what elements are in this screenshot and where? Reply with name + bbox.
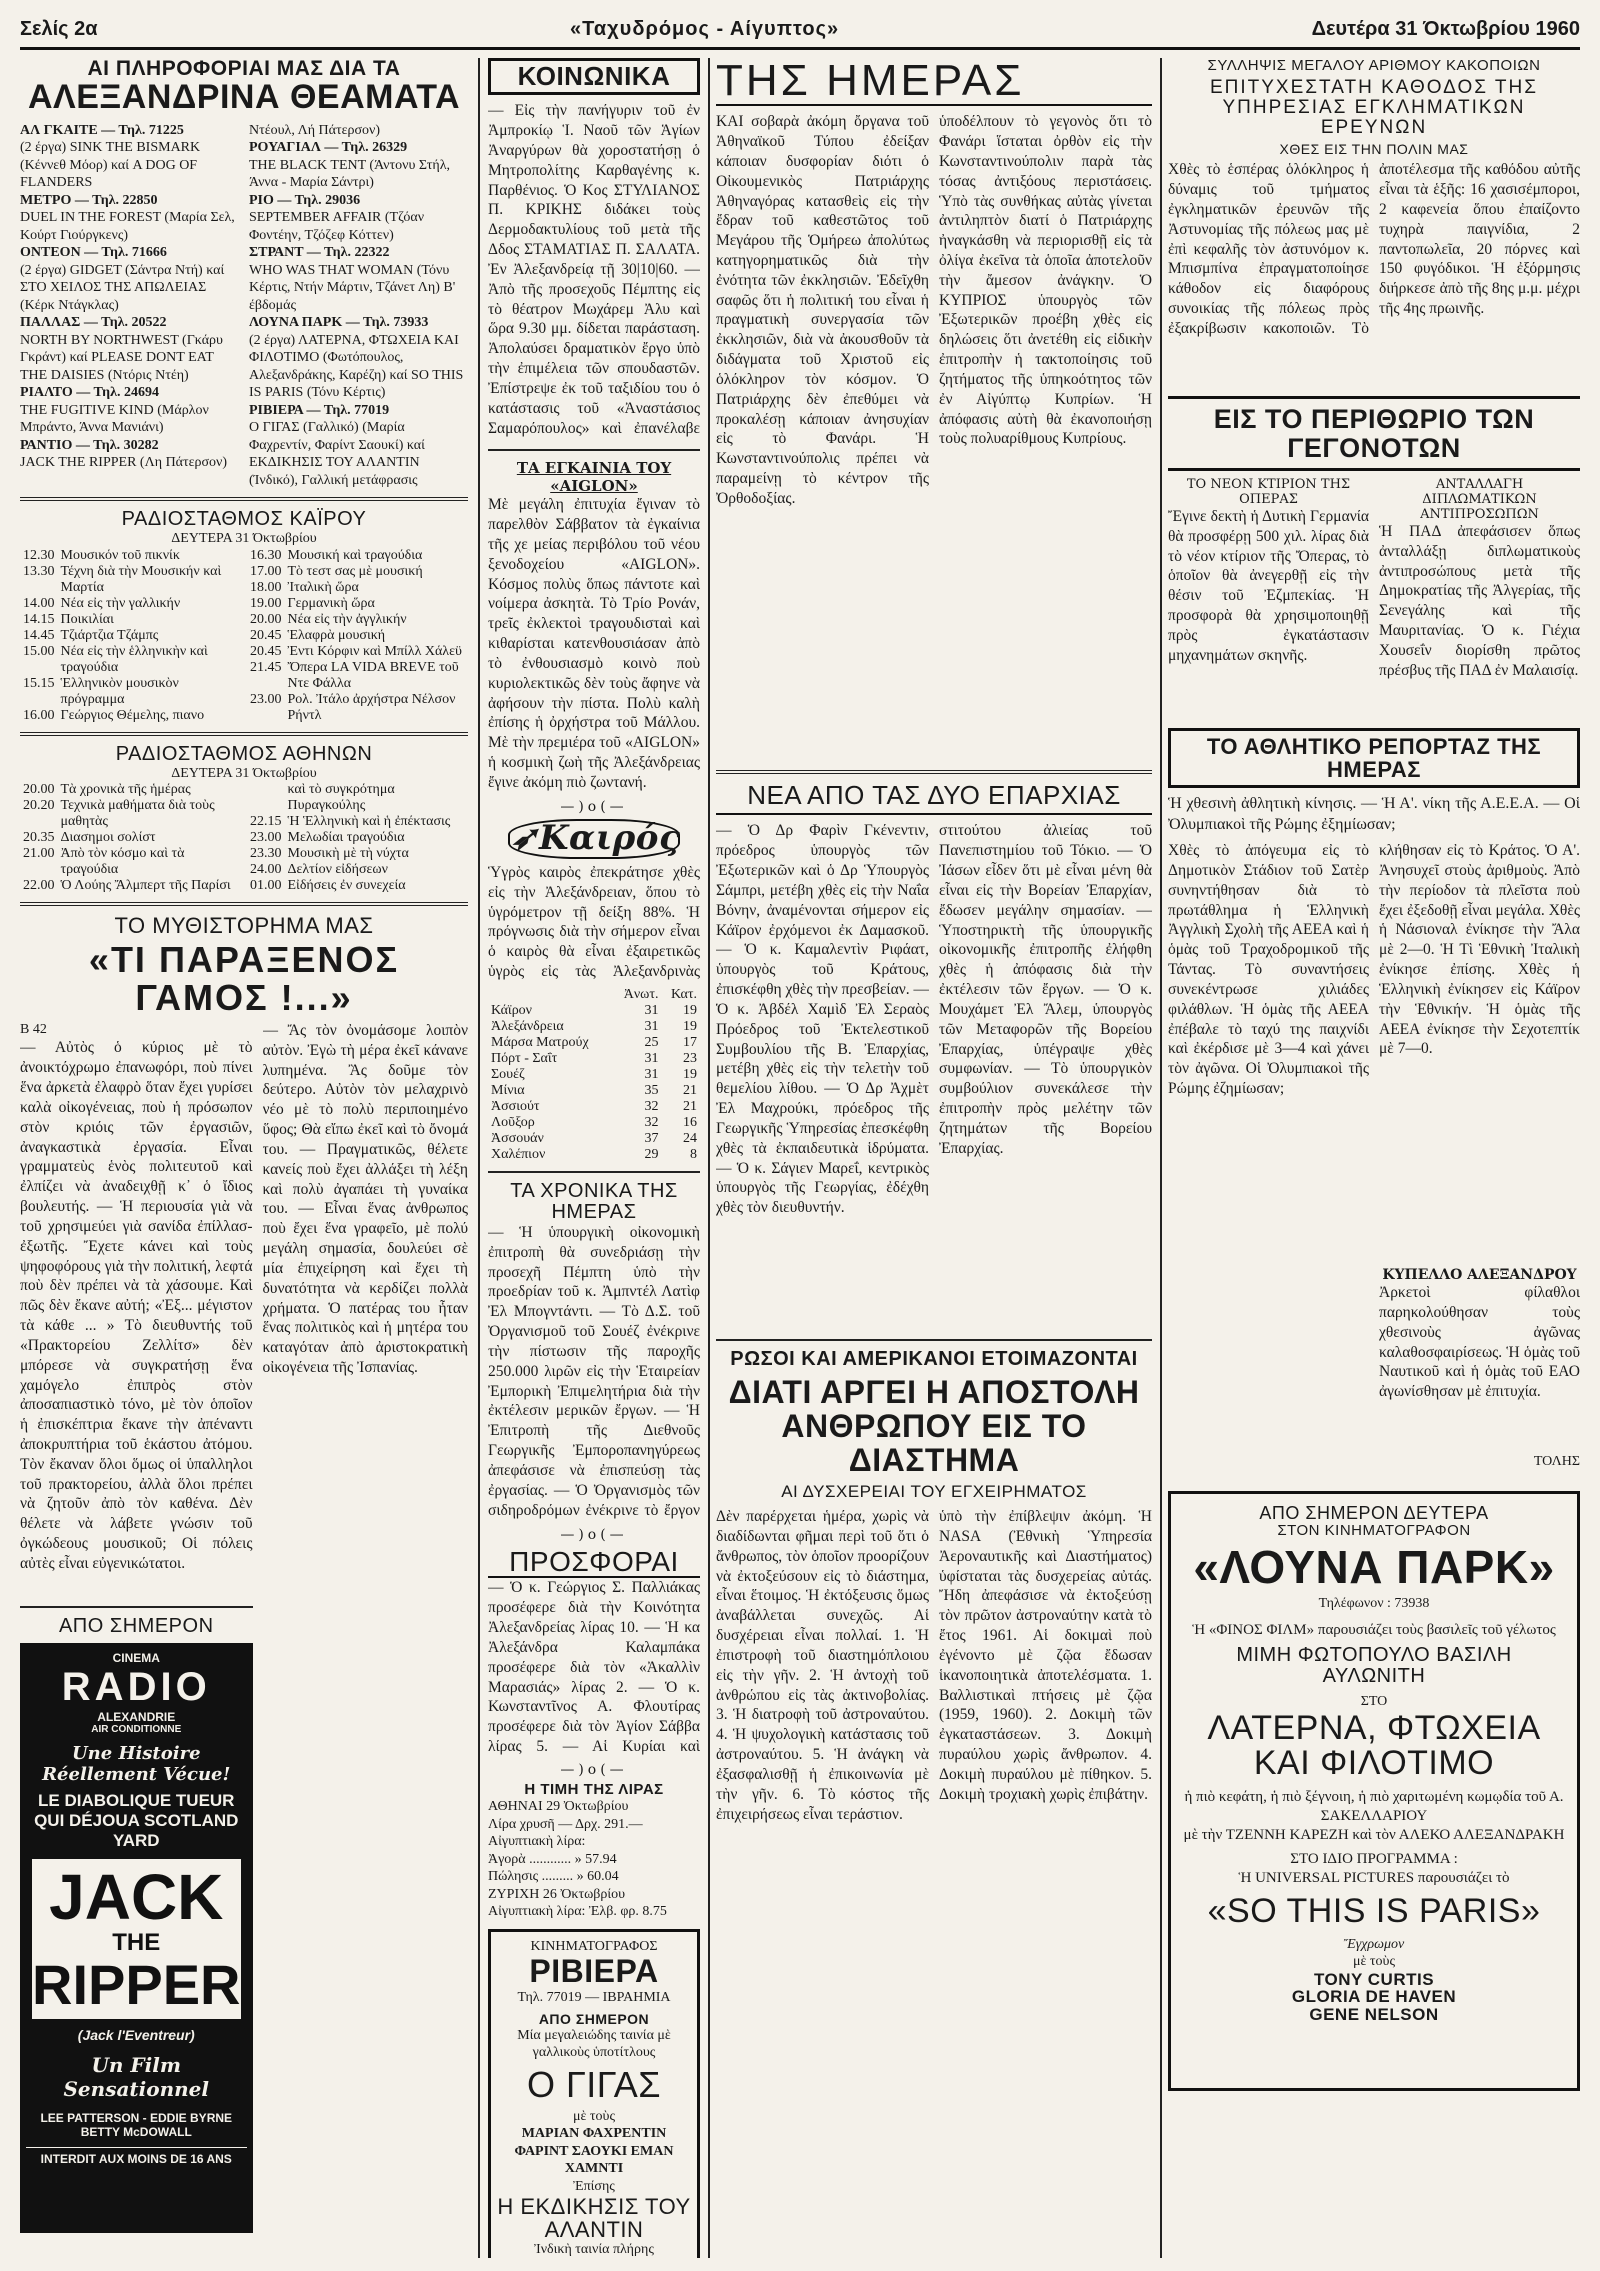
schedule-time: 01.00 — [250, 878, 282, 894]
schedule-item: Γερμανικὴ ὥρα — [287, 595, 375, 611]
cinema-entry: Ντέουλ, Λή Πάτερσον) — [249, 122, 381, 138]
schedule-item: Δελτίον εἰδήσεων — [287, 862, 388, 878]
schedule-item: καὶ τὸ συγκρότημα Πυραγκούλης — [287, 782, 395, 814]
schedule-time: 20.00 — [23, 782, 55, 798]
schedule-time: 21.45 — [250, 659, 282, 675]
luna-film-3: «SO THIS IS PARIS» — [1207, 1891, 1541, 1930]
opera-text: Ἔγινε δεκτὴ ἡ Δυτικὴ Γερμανία θὰ προσφέρῃ 500 χιλ. λίρας διὰ τὸ νέον κτίριον τῆς Ὄπερας, τὸ ὁποῖον θὰ ἀνεγερθῇ εἰς τὴν θέσιν τοῦ Ἐζμπεκίας. Ἡ προσφορὰ θὰ χρησιμοποιηθῇ πρὸς ἐγκατάστασιν μηχανημάτων σκηνῆς. — [1168, 507, 1369, 664]
schedule-row — [247, 644, 468, 660]
poster-big-1: JACK — [49, 1861, 224, 1934]
space-text-b: ὑπὸ τὴν ἐπίβλεψιν ἀκόμη. Ἡ NASA (Ἐθνικὴ Ὑπηρεσία Ἀεροναυτικῆς καὶ Διαστήματος) ὑφίσταται τὰς δυσχερείας αὐτάς. Ἤδη ἀπεφάσισε νὰ ἐκτοξεύσῃ τὸν πρῶτον ἀστροναύτην κατὰ τὸ ἔτος 1961. Αἱ δοκιμαὶ ποὺ ἐγένοντο μὲ ζῷα ἔδωσαν ἱκανοποιητικὰ ἀποτελέσματα. 1. Βαλλιστικαὶ πτήσεις μὲ ζῷα (1959, 1960). 2. Δοκιμὴ τῶν ἐγκαταστάσεων. 3. Δοκιμὴ πυραύλου χωρὶς ἄνθρωπον. 4. Δοκιμὴ πυραύλου μὲ πίθηκον. 5. Δοκιμὴ τροχιακὴ χωρὶς ἐπιβάτην. — [939, 1508, 1152, 1803]
cinema-entry: ΠΑΛΛΑΣ — Τηλ. 20522 — [20, 315, 167, 331]
city-name: Κάϊρον — [491, 1002, 533, 1018]
riviera-also: Ἐπίσης — [573, 2178, 615, 2194]
schedule-item: Ἀπὸ τὸν κόσμο καὶ τὰ τραγούδια — [60, 846, 185, 878]
luna-name: «ΛΟΥΝΑ ΠΑΡΚ» — [1193, 1540, 1555, 1593]
novel-text-b: — Ἄς τὸν ὀνομάσομε λοιπὸν αὐτὸν. Ἐγὼ τὴ μέρα ἐκεῖ κάνανε λυπημένα. Ἂς δοῦμε τὸν δεύτερο. Αὐτὸν τὸν μελαχρινὸ νέο μὲ τὸ πολὺ περιποιημένο ὕφος; Θὰ εἴπω ἐκεῖ καὶ τὸ ὄνομά του. — Πραγματικῶς, θέλετε κανείς ποὺ ἔχει ἀλλάξει τὴ λέξη καὶ πολὺ ἀγαπάει τὴ γυναίκα του. — Εἶναι ἕνας ἀνθρωπος ποὺ ἔχει ἕνα γραφεῖο, μὲ πολύ μεγάλη σημασία, δουλεύει σὲ μία ἐπιχείρηση καὶ ἔχει τὴ δυνατότητα νὰ κερδίζει πολλὰ χρήματα. Ὁ πατέρας του ἦταν ἕνας πολιτικὸς καὶ ἡ μητέρα του καταγόταν ἀπὸ ἀριστοκρατικὴ οἰκογένεια τῆς Ἰσπανίας. — [262, 1021, 468, 1376]
poster-big-3: RIPPER — [32, 1953, 241, 2017]
arrest-text: Χθὲς τὸ ἑσπέρας ὁλόκληρος ἡ δύναμις τοῦ τμήματος ἐγκληματικῶν ἐρευνῶν τῆς Ἀστυνομίας τῆς πόλεως μας μὲ ἐπὶ κεφαλῆς τὸν ἀστυνόμον κ. Μπισμπίνα ἐπραγματοποίησε κάθοδον εἰς διαφόρους συνοικίας τῆς πόλεως πρὸς ἐξακρίβωσιν κακοποιῶν. Τὸ ἀποτέλεσμα τῆς καθόδου αὐτῆς εἶναι τὰ ἑξῆς: 16 χασισέμποροι, 2 καφενεία ὅπου ἐπαίζοντο τυχηρὰ παιγνίδια, 2 παντοπωλεῖα, 20 πόρνες καὶ 150 φυγόδικοι. Ἡ ἐξόρμησις διήρκεσε ἀπὸ τῆς 8ης μ.μ. μέχρι τῆς 4ης πρωινῆς. — [1168, 161, 1580, 337]
poster-age-ban: INTERDIT AUX MOINS DE 16 ANS — [26, 2147, 247, 2166]
lira-line: ΑΘΗΝΑΙ 29 Ὀκτωβρίου — [488, 1799, 629, 1815]
day-heading: ΤΗΣ ΗΜΕΡΑΣ — [716, 58, 1152, 106]
schedule-item: Γεώργιος Θέμελης, πιανο — [60, 707, 205, 723]
periphery-body — [1168, 477, 1580, 722]
schedule-item: Νέα εἰς τὴν ἀγγλικήν — [287, 611, 407, 627]
luna-cast: TONY CURTIS GLORIA DE HAVEN GENE NELSON — [1291, 1969, 1457, 2025]
prosfora-heading: ΠΡΟΣΦΟΡΑΙ — [488, 1547, 700, 1578]
schedule-item: Μουσική καὶ τραγούδια — [287, 547, 423, 563]
temperature-value: 25 — [644, 1034, 659, 1050]
city-name: Χαλέπιον — [491, 1146, 546, 1162]
temperature-value: 19 — [683, 1066, 697, 1082]
temperature-value: 31 — [644, 1050, 659, 1066]
koinonika-text: — Εἰς τὴν πανήγυριν τοῦ ἐν Ἀμπροκίῳ Ἱ. Ναοῦ τῶν Ἁγίων Ἀναργύρων θὰ χοροστατήσῃ ὁ Μητροπολίτης Καρθαγένης κ. Παρθένιος. Ὁ Κος ΣΤΥΛΙΑΝΟΣ Π. ΚΡΙΚΗΣ διδάκει τοὺς Δερμοδακτυλίους τοῦ μετὰ τῆς Δδος ΣΤΑΜΑΤΙΑΣ Π. ΣΑΛΑΤΑ. Ἐν Ἀλεξανδρείᾳ τῇ 30|10|60. — Ἀπὸ τῆς προσεχοῦς Πέμπτης εἰς τὸ θέατρον Μωχάρεμ Ἀλυ καὶ ὥρα 9.30 μμ. δίδεται παράσταση. Ἀπολαύσει δραματικὸν ἔργο ὑπὸ τὴν ἐπιμέλεια τῶν σπουδαστῶν. Ἐπίστρεψε ἐκ τοῦ ταξιδίου του ὁ κατάστασις τοῦ «Ἀναστάσιος Σαμαρόπουλος» καὶ ἐπανέλαβε — [488, 102, 700, 437]
schedule-item: Ἑλαφρὰ μουσική — [287, 627, 386, 643]
schedule-row — [247, 596, 468, 612]
schedule-row — [247, 782, 468, 814]
column-3 — [716, 58, 1152, 2258]
temperature-value: 29 — [644, 1146, 659, 1162]
luna-with: μὲ τὴν ΤΖΕΝΝΗ ΚΑΡΕΖΗ καὶ τὸν ΑΛΕΚΟ ΑΛΕΞΑΝΔΡΑΚΗ — [1183, 1826, 1565, 1843]
cup-signature: ΤΟΛΗΣ — [1533, 1454, 1580, 1470]
luna-at: ΣΤΟΝ ΚΙΝΗΜΑΤΟΓΡΑΦΟΝ — [1277, 1521, 1471, 1539]
schedule-item: Ὄπερα LA VIDA BREVE τοῦ Ντε Φάλλα — [287, 659, 459, 691]
schedule-item: Νέα εἰς τὴν γαλλικήν — [60, 595, 181, 611]
lira-line: Ἀγορὰ ............ » 57.94 — [488, 1851, 617, 1867]
provinces-text-b: στιτούτου ἀλιείας τοῦ Πανεπιστημίου τοῦ Τόκιο. — Ὁ Ἰάσων εἶδεν ὅτι μὲ εἶναι μένη θὰ εἶναι εἰς τὴν Βορείαν Ἐπαρχίαν, ἔδωσεν μεγάλην σημασίαν. — Ὑποστηρικτὴ τῆς ὑπουργικῆς οἰκονομικῆς ἐπιτροπῆς ἐλήφθη χθὲς ἡ ἀπόφασις διὰ τὴν ἐκτέλεσιν τῶν ἔργων. — Ὁ κ. Μουχάμετ Ἐλ Ἄλεμ, ὑπουργὸς τῶν Μεταφορῶν τῆς Βορείου Ἐπαρχίας, ὑπέγραψε χθὲς συμφωνίαν. — Τὸ ὑπουργικὸν συμβούλιον συνεκάλεσε τὴν ἐπιτροπὴν πρὸς μελέτην τῶν ζητημάτων τῆς Βορείου Ἐπαρχίας. — [939, 822, 1152, 1157]
cinema-list-left — [20, 122, 239, 490]
schedule-row — [20, 676, 241, 708]
poster-french-title: (Jack l'Eventreur) — [77, 2027, 195, 2044]
lira-line: Αἰγυπτιακὴ λίρα: Ἐλβ. φρ. 8.75 — [488, 1904, 667, 1920]
radio-cairo-date: ΔΕΥΤΕΡΑ 31 Όκτωβρίου — [171, 531, 317, 547]
column-2: ΚΟΙΝΩΝΙΚΑ — Εἰς τὴν πανήγυριν τοῦ ἐν Ἀμπροκίῳ Ἱ. Ναοῦ τῶν Ἁγίων Ἀναργύρων θὰ χοροστατήσῃ ὁ Μητροπολίτης Καρθαγένης κ. Παρθένιος. Ὁ Κος ΣΤΥΛΙΑΝΟΣ Π. ΚΡΙΚΗΣ διδάκει τοὺς Δερμοδακτυλίους τοῦ μετὰ τῆς Δδος ΣΤΑΜΑΤΙΑΣ Π. ΣΑΛΑΤΑ. Ἐν Ἀλεξανδρείᾳ τῇ 30|10|60. — Ἀπὸ τῆς προσεχοῦς Πέμπτης εἰς τὸ θέατρον Μωχάρεμ Ἀλυ καὶ ὥρα 9.30 μμ. δίδεται παράσταση. Ἀπολαύσει δραματικὸν ἔργο ὑπὸ τὴν ἐπιμέλεια τῶν σπουδαστῶν. Ἐπίστρεψε ἐκ τοῦ ταξιδίου του ὁ κατάστασις τοῦ «Ἀναστάσιος Σαμαρόπουλος» καὶ ἐπανέλαβε ΤΑ ΕΓΚΑΙΝΙΑ ΤΟΥ «AIGLON» Μὲ μεγάλη ἐπιτυχία ἔγιναν τὸ παρελθὸν Σάββατον τὰ ἐγκαίνια τῆς χε μείας περιβόλου τοῦ νέου ξενοδοχείου «AIGLON». Κόσμος πολὺς ὅπως πάντοτε καὶ νοίμερα ἀσκητὰ. Τὸ Τρίο Ρονάν, τρεῖς ἐκλεκτοὶ τραγουδισταὶ καὶ κιθαρίσται κατενθουσιάσαν ἀπὸ τὸ ἐνθουσιασμὸ κοινὸ ποὺ κυριολεκτικῶς δὲν τοὺς ἄφηνε νὰ ἀφήσουν τὴν πίστα. Πολὺ καλὴ ἐπίσης ἡ ὀρχήστρα τοῦ Μάλλου. Μὲ τὴν πρεμιέρα τοῦ «AIGLON» ἡ κοσμικὴ ζωὴ τῆς Ἀλεξάνδρειας ἔγινε ἀκόμη πιὸ ζωντανή. —)o(— ➶Καιρός Ὑγρὸς καιρὸς ἐπεκράτησε χθὲς εἰς τὴν Ἀλεξάνδρειαν, ὅπου τὸ ὑγρόμετρον τῇ δείξη 88%. Ἡ πρόγνωσις διὰ τὴν σήμερον εἶναι ὁ καιρὸς θὰ εἶναι ἐξαιρετικῶς ὑγρὸς εἰς τὰς Ἀλεξανδρινὰς Ἀνωτ. Κατ. Κάϊρον 31 19 Ἀλεξάνδρεια 31 19 Μάρσα Ματρούχ 25 17 Πόρτ - Σαΐτ 31 23 Σουέζ 31 19 Μίνια 35 21 Ἀσσιούτ 32 21 Λοῦξορ 32 16 Ἀσσουάν 37 24 Χαλέπιον 29 8 ΤΑ ΧΡΟΝΙΚΑ ΤΗΣ ΗΜΕΡΑΣ — Ἡ ὑπουργικὴ οἰκονομικὴ ἐπιτροπὴ θὰ συνεδριάσῃ τὴν προσεχῆ Πέμπτη ὑπὸ τὴν προεδρίαν τοῦ κ. Ἀμπντέλ Λατὶφ Ἐλ Μπογντάντι. — Τὸ Δ.Σ. τοῦ Ὀργανισμοῦ τοῦ Σουέζ ἐνέκρινε τὴν πίστωσιν τῆς παροχῆς 250.000 λιρῶν εἰς τὴν Ἑταιρείαν Ἐμπορικὴ Ἐπιμελητήρια διὰ τὴν ἐκτέλεσιν μερικῶν ἔργων. — Ἡ Ἐπιτροπὴ τῆς Διεθνοῦς Γεωργικῆς Ἐμποροπανηγύρεως ἀπεφάσισε νὰ ἐπισπεύσῃ τὰς ἐργασίας. — Ὁ Ὀργανισμὸς τῶν σιδηροδρόμων ἐνέκρινε τὸ ἔργον —)o(— ΠΡΟΣΦΟΡΑΙ — Ὁ κ. Γεώργιος Σ. Παλλιάκας προσέφερε διὰ τὴν Κοινότητα Ἀλεξανδρείας λίρας 10. — Ἡ κα Ἀλεξάνδρα Καλαμπάκα προσέφερε διὰ τὸν «Ἀκαλλὶν Μαρασιάς» λίρας 2. — Ὁ κ. Κωνσταντῖνος Α. Φλουτίρας προσέφερε διὰ τὸν Ἀγίον Σάββα λίρας 5. — Αἱ Κυρίαι καὶ —)o(— Η ΤΙΜΗ ΤΗΣ ΛΙΡΑΣ ΑΘΗΝΑΙ 29 Ὀκτωβρίου Λίρα χρυσῆ — Δρχ. 291.— Αἰγυπτιακὴ λίρα: Ἀγορὰ ............ » 57.94 Πώλησις ......... » 60.04 ΖΥΡΙΧΗ 26 Ὀκτωβρίου Αἰγυπτιακὴ λίρα: Ἐλβ. φρ. 8.75 ΚΙΝΗΜΑΤΟΓΡΑΦΟΣ ΡΙΒΙΕΡΑ Τηλ. 77019 — ΙΒΡΑΗΜΙΑ ΑΠΟ ΣΗΜΕΡΟΝ Μία μεγαλειώδης ταινία μὲ γαλλικοὺς ὑποτίτλους Ο ΓΙΓΑΣ μὲ τοὺς ΜΑΡΙΑΝ ΦΑΧΡΕΝΤΙΝ ΦΑΡΙΝΤ ΣΑΟΥΚΙ ΕΜΑΝ ΧΑΜΝΤΙ Ἐπίσης Η ΕΚΔΙΚΗΣΙΣ ΤΟΥ ΑΛΑΝΤΙΝ Ἰνδικὴ ταινία πλήρης — [488, 58, 700, 2258]
temperature-row — [488, 1019, 700, 1035]
opera-heading: ΤΟ ΝΕΟΝ ΚΤΙΡΙΟΝ ΤΗΣ ΟΠΕΡΑΣ — [1186, 476, 1351, 507]
luna-cast-with: μὲ τοὺς — [1353, 1954, 1395, 1970]
schedule-row — [247, 548, 468, 564]
schedule-row — [247, 580, 468, 596]
schedule-time: 17.00 — [250, 563, 282, 579]
schedule-item: Ἑλληνικὸν μουσικὸν πρόγραμμα — [60, 675, 179, 707]
schedule-item: Τέχνη διὰ τὴν Μουσικήν καὶ Μαρτία — [60, 563, 222, 595]
info-heading-2: ΑΛΕΞΑΝΔΡΙΝΑ ΘΕΑΜΑΤΑ — [27, 78, 461, 117]
cinema-entry: THE BLACK TENT (Άντονυ Στήλ, Άννα - Μαρία Σάντρι) — [249, 157, 451, 191]
schedule-time: 15.15 — [23, 675, 55, 691]
city-name: Μάρσα Ματρούχ — [491, 1034, 589, 1050]
schedule-row — [247, 814, 468, 830]
novel-text-a: — Αὐτὸς ὁ κύριος μὲ τὸ ἀνοικτόχρωμο ἐπανωφόρι, ποὺ πίνει ἕνα ἀρκετὰ ἐλαφρὸ ὅταν ἔχει γυρίσει καλὰ οἰκογένειας, ποὺ ἡ πρόσωπον στὸν κριόις τῶν ἐργασιῶν, ἀναγκαστικὰ ἐργασία. Εἶναι γραμματεὺς ἑνὸς πολιτευτοῦ καὶ ἐλπίζει νὰ ἀναδειχθῇ κ᾿ ὁ ἴδιος βουλευτής. — Ἡ περιουσία γιὰ νὰ τοῦ χρησιμεύει γιὰ σανίδα ἐπίλλασ- ἐξωτῆς. Ἔχετε κάνει καὶ τοὺς ψηφοφόρους γιὰ τὴν πολιτική, λεφτά ποὺ δὲν πρέπει νὰ τὰ χάσουμε. Καὶ πῶς δὲν ἔκανε αὐτή; «Ἐξ... μέγιστον τὰ κάθε ... » Τὸ διευθυντής τοῦ «Πρακτορείου Ζελλίτσ» δὲν μπόρεσε νὰ συγκρατήσῃ ἕνα χαμόγελο ἐπιπρὸς στὸν ἀποσαπιαστικὸ τόνο, μὲ τὸν ὁποῖον ἡ ἐπισκέπτρια ἔκανε τὴν ἀπέναντι ἀποκρυπτήρια τοῦ ἑκάστου ἀτόμου. Τὸν ἔκαναν ὅλοι ὅμως οἱ ὑπαλληλοι τοῦ πρακτορείου, ἀλλὰ ὅλοι πρέπει νὰ ζητοῦν ἀπὸ τὸν καθένα. Δὲν θέλετε νὰ λάβετε γνώσιν τοῦ ὀγκώδεους μουσικοῦ; Οἱ πόλεις αὐτὲς εἶναι εὐγενικώτατοι. — [20, 1039, 253, 1572]
today-heading: ΑΠΟ ΣΗΜΕΡΟΝ — [58, 1615, 214, 1638]
poster-sens: Un Film Sensationnel — [63, 2053, 209, 2102]
column-4 — [1168, 58, 1580, 2258]
temperature-value: 37 — [644, 1130, 659, 1146]
schedule-time: 23.00 — [250, 830, 282, 846]
issue-date: Δευτέρα 31 Όκτωβρίου 1960 — [1311, 18, 1580, 40]
cinema-entry: ΣΤΡΑΝΤ — Τηλ. 22322 — [249, 245, 390, 261]
schedule-item: Ἰταλικὴ ὥρα — [287, 579, 359, 595]
schedule-row — [20, 830, 241, 846]
temperature-value: 16 — [683, 1114, 697, 1130]
temperature-row — [488, 1115, 700, 1131]
luna-film-1: ΛΑΤΕΡΝΑ, ΦΤΩΧΕΙΑ — [1207, 1708, 1541, 1747]
aiglon-heading: ΤΑ ΕΓΚΑΙΝΙΑ ΤΟΥ «AIGLON» — [516, 459, 672, 496]
luna-film-2: ΚΑΙ ΦΙΛΟΤΙΜΟ — [1253, 1744, 1495, 1783]
weather-text: Ὑγρὸς καιρὸς ἐπεκράτησε χθὲς εἰς τὴν Ἀλεξάνδρειαν, ὅπου τὸ ὑγρόμετρον τῇ δείξη 88%. Ἡ πρόγνωσις διὰ τὴν σήμερον εἶναι ὁ καιρὸς θὰ εἶναι ἐξαιρετικῶς ὑγρὸς εἰς τὰς Ἀλεξανδρινὰς — [488, 863, 700, 981]
temperature-value: 32 — [644, 1098, 659, 1114]
day-body — [716, 112, 1152, 762]
cinema-entry: ΑΛ ΓΚΑΙΤΕ — Τηλ. 71225 — [20, 122, 184, 138]
day-text-b: ὑποδέλπουν τὸ γεγονὸς ὅτι τὸ Φανάρι ἵσταται ὀρθὸν εἰς τὴν Κωνσταντινούπολιν παρὰ τὰς τόσας ἀντιξόους περιστάσεις. Ὑπὸ τὰς συνθήκας αὐτὰς γίνεται ἀντιληπτὸν διατί ὁ Πατριάρχης ἠναγκάσθη νὰ περιορισθῇ εἰς τὰ ὀλίγα ἐκεῖνα τὰ ὁποῖα ἀποτελοῦν τὴν ἄμεσον ἀνάγκην. Ὁ ΚΥΠΡΙΟΣ ὑπουργὸς τῶν Ἐξωτερικῶν προέβη χθὲς εἰς δηλώσεις ὅτι ἀνετέθη εἰς εἰδικὴν ἐπιτροπὴν ἡ τακτοποίησις τοῦ ζητήματος τῆς ὑπηκοότητος τῶν ἐν Αἰγύπτῳ Κυπρίων. Ἡ ἀπόφασις αὐτὴ θὰ ἐκανοποιήσῃ τοὺς πολυαρίθμους Κυπρίους. — [939, 113, 1152, 448]
cinema-entry: SEPTEMBER AFFAIR (Τζόαν Φοντέην, Τζόζεφ Κόττεν) — [249, 210, 425, 243]
luna-phone: Τηλέφωνον : 73938 — [1318, 1596, 1430, 1611]
schedule-item: Διασημοι σολίστ — [60, 830, 156, 846]
schedule-item: Νέα εἰς τὴν ἑλληνικὴν καὶ τραγούδια — [60, 643, 208, 675]
schedule-row — [20, 782, 241, 798]
cinema-entry: ΛΟΥΝΑ ΠΑΡΚ — Τηλ. 73933 — [249, 315, 429, 331]
schedule-row — [20, 628, 241, 644]
schedule-time: 21.00 — [23, 846, 55, 862]
space-heading-1: ΡΩΣΟΙ ΚΑΙ ΑΜΕΡΙΚΑΝΟΙ ΕΤΟΙΜΑΖΟΝΤΑΙ — [730, 1348, 1138, 1371]
temperature-value: 21 — [683, 1098, 697, 1114]
schedule-time: 20.35 — [23, 830, 55, 846]
novel-number: Β 42 — [20, 1021, 47, 1037]
weather-heading — [508, 819, 680, 859]
poster-subtitle: LE DIABOLIQUE TUEUR QUI DÉJOUA SCOTLAND YARD — [34, 1791, 239, 1851]
schedule-time: 13.30 — [23, 563, 55, 579]
temperature-row — [488, 1035, 700, 1051]
temperature-value: 8 — [690, 1146, 697, 1162]
schedule-row — [247, 862, 468, 878]
poster-cinema: CINEMA — [112, 1651, 160, 1666]
schedule-row — [247, 830, 468, 846]
temperature-value: 19 — [683, 1018, 697, 1034]
temperature-row — [488, 1099, 700, 1115]
schedule-item: Ἡ Ἑλληνικὴ καὶ ἡ ἐπέκτασις — [287, 814, 451, 830]
sport-heading: ΤΟ ΑΘΛΗΤΙΚΟ ΡΕΠΟΡΤΑΖ ΤΗΣ ΗΜΕΡΑΣ — [1168, 728, 1580, 788]
riviera-with: μὲ τοὺς — [573, 2108, 615, 2124]
riviera-film-2: Η ΕΚΔΙΚΗΣΙΣ ΤΟΥ ΑΛΑΝΤΙΝ — [497, 2194, 691, 2243]
cinema-entry: ΡΑΝΤΙΟ — Τηλ. 30282 — [20, 437, 159, 453]
cinema-list-right — [249, 122, 468, 490]
day-text-a: ΚΑΙ σοβαρὰ ἀκόμη ὄργανα τοῦ Ἀθηναϊκοῦ Τύπου ἐδείξαν κάποιαν δυσφορίαν διότι ὁ Οἰκουμενικὸς Πατριάρχης Ἀθηναγόρας κατασθεὶς εἰς τὴν ἔδραν τοῦ καθεστῶτος τοῦ Μεγάρου τῆς Ὁμήρεω ἀπολύτως κατηγορηματικῶς διὰ τὴν ἐνότητα τῶν ἐκκλησιῶν. Ἐδεῖχθη σαφῶς ὅτι ἡ πολιτική του εἶναι ἡ πραγματικὴ συνεργασία τῶν ἐκκλησιῶν, διὰ νὰ ἀκουσθοῦν τὰ διδάγματα τοῦ Χριστοῦ εἰς ὁλόκληρον τὸν κόσμον. Ὁ Πατριάρχης δὲν ἐπεθύμει νὰ προκαλέσῃ κάποιαν ἀνησυχίαν εἰς τὸ Φανάρι. Ἡ Κωνσταντινούπολις πρέπει νὰ παραμείνῃ τὸ κέντρον τῆς Ὀρθοδοξίας. — [716, 113, 929, 507]
lira-line: Λίρα χρυσῆ — Δρχ. 291.— — [488, 1816, 643, 1832]
novel-heading: ΤΟ ΜΥΘΙΣΤΟΡΗΜΑ ΜΑΣ — [114, 913, 374, 939]
arrest-heading: ΣΥΛΛΗΨΙΣ ΜΕΓΑΛΟΥ ΑΡΙΘΜΟΥ ΚΑΚΟΠΟΙΩΝ — [1207, 58, 1541, 74]
sport-text-b: κλήθησαν εἰς τὸ Κράτος. Ὁ Α'. Ἀνησυχεῖ στοὺς ἀριθμοὺς. Ἀπὸ τὴν περίοδον τὰ πλεῖστα ποὺ ἔχει ἐξεδοθῇ εἶναι μεγάλα. Χθὲς ἡ Νάσιοναλ ἐνίκησε τὴν Ἄλα μὲ 2—0. Ἡ Τὶ Ἑθνικὴ Ἰταλικὴ ἐνίκησε ἐπίσης. Χθὲς ἡ Ἑλληνικὴ ἐνίκησεν εἰς Κάϊρον τὴν Ἑθνικήν. Ἡ ὁμὰς τῆς ΑΕΕΑ ἐνίκησε τὴν Σεχοτεπτίκ μὲ 7—0. — [1379, 842, 1580, 1058]
lira-line: Αἰγυπτιακὴ λίρα: — [488, 1834, 586, 1850]
temperature-value: 23 — [683, 1050, 697, 1066]
schedule-item: Εἰδήσεις ἐν συνεχεία — [287, 878, 406, 894]
weather-icon: ➶ — [510, 818, 539, 859]
diplomat-heading: ΑΝΤΑΛΛΑΓΗ ΔΙΠΛΩΜΑΤΙΚΩΝ ΑΝΤΙΠΡΟΣΩΠΩΝ — [1420, 476, 1539, 522]
temperature-table — [488, 987, 700, 1163]
temperature-value: 31 — [644, 1002, 659, 1018]
luna-color: Ἔγχρωμον — [1343, 1936, 1405, 1952]
masthead — [20, 12, 1580, 50]
cinema-listings — [20, 122, 468, 490]
schedule-time: 23.00 — [250, 691, 282, 707]
space-body — [716, 1507, 1152, 2167]
riviera-phone: Τηλ. 77019 — ΙΒΡΑΗΜΙΑ — [517, 1989, 671, 2005]
cup-text: Ἀρκετοὶ φίλαθλοι παρηκολούθησαν τοὺς χθεσινοὺς ἀγῶνας καλαθοσφαιρίσεως. Ἡ ὁμὰς τοῦ Ναυτικοῦ καὶ ἡ ὁμὰς τοῦ ΕΑΟ ἀγωνίσθησαν μὲ ἐπιτυχία. — [1379, 1284, 1580, 1401]
schedule-item: Ὁ Λούης Ἄλμπερτ τῆς Παρίσι — [60, 878, 231, 894]
cinema-entry: (2 έργα) ΛΑΤΕΡΝΑ, ΦΤΩΧΕΙΑ ΚΑΙ ΦΙΛΟΤΙΜΟ (Φωτόπουλος, Αλεξανδράκης, Καρέζη) καί SO THIS IS PARIS (Τόνυ Κέρτις) — [249, 332, 464, 401]
temperature-value: Ἀνωτ. — [623, 986, 659, 1002]
city-name: Σουέζ — [491, 1066, 525, 1082]
luna-today: ΑΠΟ ΣΗΜΕΡΟΝ ΔΕΥΤΕΡΑ — [1259, 1503, 1489, 1524]
schedule-row — [20, 878, 241, 894]
space-subheading: ΑΙ ΔΥΣΧΕΡΕΙΑΙ ΤΟΥ ΕΓΧΕΙΡΗΜΑΤΟΣ — [781, 1482, 1087, 1502]
provinces-body — [716, 821, 1152, 1331]
temperature-header — [488, 987, 700, 1003]
poster-big-2: THE — [112, 1929, 161, 1957]
schedule-time: 23.30 — [250, 846, 282, 862]
schedule-time: 20.45 — [250, 627, 282, 643]
arrest-subheading: ΧΘΕΣ ΕΙΣ ΤΗΝ ΠΟΛΙΝ ΜΑΣ — [1279, 140, 1469, 157]
cinema-entry: ΟΝΤΕΟΝ — Τηλ. 71666 — [20, 245, 167, 261]
temperature-row — [488, 1083, 700, 1099]
periphery-heading: ΕΙΣ ΤΟ ΠΕΡΙΘΩΡΙΟ ΤΩΝ ΓΕΓΟΝΟΤΩΝ — [1168, 396, 1580, 471]
temperature-value: Κατ. — [670, 986, 697, 1002]
riviera-name: ΡΙΒΙΕΡΑ — [529, 1953, 659, 1990]
sport-subheading: Ἡ χθεσινὴ ἀθλητικὴ κίνησις. — Ἡ Α'. νίκη τῆς Α.Ε.Ε.Α. — Οἱ Ὀλυμπιακοὶ τῆς Ρώμης ἐξημίωσαν; — [1168, 795, 1580, 833]
schedule-row — [247, 628, 468, 644]
city-name: Λοῦξορ — [491, 1114, 535, 1130]
cinema-entry: ΡΙΟ — Τηλ. 29036 — [249, 192, 361, 208]
riviera-cast: ΜΑΡΙΑΝ ΦΑΧΡΕΝΤΙΝ ΦΑΡΙΝΤ ΣΑΟΥΚΙ ΕΜΑΝ ΧΑΜΝΤΙ — [514, 2126, 674, 2177]
schedule-row — [20, 644, 241, 676]
cinema-entry: DUEL IN THE FOREST (Μαρία Σελ, Κούρτ Γιούργκενς) — [20, 210, 235, 243]
radio-athens-left — [20, 782, 241, 894]
schedule-time: 18.00 — [250, 579, 282, 595]
schedule-time: 22.00 — [23, 878, 55, 894]
schedule-row — [20, 612, 241, 628]
lira-rates — [488, 1798, 700, 1921]
schedule-item: Ρολ. Ἰτάλο ἀρχήστρα Νέλσον Ρήντλ — [287, 691, 456, 723]
schedule-time: 19.00 — [250, 595, 282, 611]
poster-cinema-name: RADIO — [61, 1665, 211, 1710]
lira-line: Πώλησις ......... » 60.04 — [488, 1869, 619, 1885]
schedule-row — [247, 692, 468, 724]
schedule-row — [247, 612, 468, 628]
schedule-row — [20, 548, 241, 564]
temperature-value: 24 — [683, 1130, 697, 1146]
column-1 — [20, 58, 468, 2258]
space-heading-2: ΔΙΑΤΙ ΑΡΓΕΙ Η ΑΠΟΣΤΟΛΗ ΑΝΘΡΩΠΟΥ ΕΙΣ ΤΟ ΔΙΑΣΤΗΜΑ — [728, 1374, 1140, 1478]
riviera-desc: Μία μεγαλειώδης ταινία μὲ γαλλικοὺς ὑποτίτλους — [517, 2027, 671, 2061]
schedule-item: Ποικιλίαι — [60, 611, 114, 627]
riviera-label: ΚΙΝΗΜΑΤΟΓΡΑΦΟΣ — [530, 1938, 658, 1954]
space-text-a: Δὲν παρέρχεται ἡμέρα, χωρὶς νὰ διαδίδωνται φῆμαι περὶ τοῦ ὅτι ὁ ἄνθρωπος, τὸν ὁποῖον προορίζουν νὰ ἐκτοξεύσουν εἰς τὸ διάστημα, εἶναι ἕτοιμος. Ἡ ἐκτόξευσις ὅμως ἀναβάλλεται συνεχῶς. Αἱ δυσχέρειαι εἶναι πολλαί. 1. Ἡ ἐπιστροφὴ τοῦ διαστημόπλοιου εἰς τὴν γῆν. 2. Ἡ ἀντοχὴ τοῦ ἀνθρώπου εἰς τὰς ἀκτινοβολίας. 3. Ἡ διατροφὴ τοῦ ἀστροναύτου. 4. Ἡ ψυχολογικὴ κατάστασις τοῦ ἀστροναύτου. 5. Ἡ ἀνάγκη νὰ ἐξασφαλισθῇ ἡ ἐπικοινωνία μὲ τὴν γῆν. 6. Τὸ κόστος τῆς ἐπιχειρήσεως εἶναι τεράστιον. — [716, 1508, 929, 1823]
luna-program: ΣΤΟ ΙΔΙΟ ΠΡΟΓΡΑΜΜΑ : — [1290, 1851, 1458, 1868]
chronika-text: — Ἡ ὑπουργικὴ οἰκονομικὴ ἐπιτροπὴ θὰ συνεδριάσῃ τὴν προσεχῆ Πέμπτη ὑπὸ τὴν προεδρίαν τοῦ κ. Ἀμπντέλ Λατὶφ Ἐλ Μπογντάντι. — Τὸ Δ.Σ. τοῦ Ὀργανισμοῦ τοῦ Σουέζ ἐνέκρινε τὴν πίστωσιν τῆς παροχῆς 250.000 λιρῶν εἰς τὴν Ἑταιρείαν Ἐμπορικὴ Ἐπιμελητήρια διὰ τὴν ἐκτέλεσιν μερικῶν ἔργων. — Ἡ Ἐπιτροπὴ τῆς Διεθνοῦς Γεωργικῆς Ἐμποροπανηγύρεως ἀπεφάσισε νὰ ἐπισπεύσῃ τὰς ἐργασίας. — Ὁ Ὀργανισμὸς τῶν σιδηροδρόμων ἐνέκρινε τὸ ἔργον — [488, 1223, 700, 1519]
city-name: Ἀσσουάν — [491, 1130, 544, 1146]
cinema-entry: (2 έργα) SINK THE BISMARK (Κέννεθ Μόορ) καί A DOG OF FLANDERS — [20, 140, 201, 191]
schedule-item: Τὰ χρονικὰ τῆς ἡμέρας — [60, 782, 191, 798]
chronika-heading: ΤΑ ΧΡΟΝΙΚΑ ΤΗΣ ΗΜΕΡΑΣ — [510, 1179, 678, 1223]
luna-desc: ἡ πιὸ κεφάτη, ἡ πιὸ ξέγνοιη, ἡ πιὸ χαριτωμένη κωμῳδία τοῦ Α. ΣΑΚΕΛΛΑΡΙΟΥ — [1184, 1789, 1564, 1824]
poster-air: AIR CONDITIONNE — [91, 1724, 182, 1736]
schedule-time: 14.00 — [23, 595, 55, 611]
city-name: Πόρτ - Σαΐτ — [491, 1050, 558, 1066]
newspaper-name: «Ταχυδρόμος - Αίγυπτος» — [570, 18, 840, 40]
radio-cinema-poster — [20, 1643, 253, 2233]
lira-line: ΖΥΡΙΧΗ 26 Ὀκτωβρίου — [488, 1886, 626, 1902]
schedule-time: 20.20 — [23, 798, 55, 814]
luna-stars: ΜΙΜΗ ΦΩΤΟΠΟΥΛΟ ΒΑΣΙΛΗ ΑΥΛΩΝΙΤΗ — [1236, 1644, 1512, 1688]
poster-title-block — [32, 1859, 241, 2019]
temperature-value: 19 — [683, 1002, 697, 1018]
schedule-time: 12.30 — [23, 547, 55, 563]
page-number: Σελίς 2α — [20, 18, 98, 40]
temperature-value: 31 — [644, 1018, 659, 1034]
schedule-time: 14.45 — [23, 627, 55, 643]
koinonika-heading: ΚΟΙΝΩΝΙΚΑ — [488, 58, 700, 95]
radio-athens-right — [247, 782, 468, 894]
sport-text-a: Χθὲς τὸ ἀπόγευμα εἰς τὸ Δημοτικὸν Στάδιον τοῦ Σατὲρ συνηντήθησαν διὰ τὸ πρωτάθλημα ἡ Ἑλληνικὴ Ἀγγλικὴ Σχολὴ τῆς ΑΕΕΑ καὶ ἡ ὁμὰς τοῦ Τραχοδρομικοῦ τῆς Τάντας. Τὸ συναντήσεις συνεκέντρωσε χιλιάδες φιλάθλων. Ἡ ὁμὰς τῆς ΑΕΕΑ ἐπέβαλε τὸ ταχύ της παιχνίδι καὶ ἐκέρδισε μὲ 3—4 καὶ χάνει τὸν ἀγῶνα. Οἱ Ὀλυμπιακοὶ τῆς Ρώμης ἐζημίωσαν; — [1168, 842, 1369, 1097]
luna-park-ad — [1168, 1491, 1580, 2091]
schedule-item: Ἐντι Κόρφιν καὶ Μπίλλ Χάλεϋ — [287, 643, 462, 659]
schedule-time: 16.00 — [23, 707, 55, 723]
cinema-entry: Ο ΓΙΓΑΣ (Γαλλικό) (Μαρία Φαχρεντίν, Φαρίντ Σαουκί) καί ΕΚΔΙΚΗΣΙΣ ΤΟΥ ΑΛΑΝΤΙΝ (Ίνδικό), Γαλλική μετάφρασις — [249, 420, 425, 488]
provinces-heading: ΝΕΑ ΑΠΟ ΤΑΣ ΔΥΟ ΕΠΑΡΧΙΑΣ — [716, 782, 1152, 815]
cup-heading: ΚΥΠΕΛΛΟ ΑΛΕΞΑΝΔΡΟΥ — [1382, 1267, 1577, 1284]
luna-presents: Ἡ «ΦΙΝΟΣ ΦΙΛΜ» παρουσιάζει τοὺς βασιλεῖς τοῦ γέλωτος — [1192, 1621, 1556, 1638]
radio-athens-date: ΔΕΥΤΕΡΑ 31 Όκτωβρίου — [171, 765, 317, 781]
schedule-item: Τὸ τεστ σας μὲ μουσική — [287, 563, 423, 579]
city-name: Ἀλεξάνδρεια — [491, 1018, 564, 1034]
arrest-heading-2: ΕΠΙΤΥΧΕΣΤΑΤΗ ΚΑΘΟΔΟΣ ΤΗΣ ΥΠΗΡΕΣΙΑΣ ΕΓΚΛΗΜΑΤΙΚΩΝ ΕΡΕΥΝΩΝ — [1209, 76, 1539, 138]
cinema-entry: ΡΟΥΑΓΙΑΛ — Τηλ. 26329 — [249, 140, 408, 156]
cinema-entry: NORTH BY NORTHWEST (Γκάρυ Γκράντ) καί PLEASE DONT EAT THE DAISIES (Ντόρις Ντέη) — [20, 332, 223, 383]
schedule-item: Μουσικὴ μὲ τὴ νύχτα — [287, 846, 409, 862]
city-name: Ἀσσιούτ — [491, 1098, 540, 1114]
radio-cairo-schedule — [20, 548, 468, 724]
schedule-row — [247, 846, 468, 862]
radio-cairo-right — [247, 548, 468, 724]
schedule-item: Μουσικόν τοῦ πικνίκ — [60, 547, 180, 563]
diplomat-text: Ἡ ΠΑΔ ἀπεφάσισεν ὅπως ἀνταλλάξῃ διπλωματικοὺς ἀντιπροσώπους μετὰ τῆς Δημοκρατίας τῆς Ἀλγερίας, τῆς Σενεγάλης καὶ τῆς Μαυριτανίας. Ὁ κ. Γιέχια Χουσεΐν διορίσθη πρῶτος πρέσβυς τῆς ΠΑΔ ἐν Μαλαισίᾳ. — [1379, 522, 1580, 679]
prosfora-text: — Ὁ κ. Γεώργιος Σ. Παλλιάκας προσέφερε διὰ τὴν Κοινότητα Ἀλεξανδρείας λίρας 10. — Ἡ κα Ἀλεξάνδρα Καλαμπάκα προσέφερε διὰ τὸν «Ἀκαλλὶν Μαρασιάς» λίρας 2. — Ὁ κ. Κωνσταντῖνος Α. Φλουτίρας προσέφερε διὰ τὸν Ἀγίον Σάββα λίρας 5. — Αἱ Κυρίαι καὶ — [488, 1579, 700, 1755]
schedule-time — [247, 782, 285, 814]
temperature-value: 17 — [683, 1034, 697, 1050]
temperature-value: 35 — [644, 1082, 659, 1098]
radio-athens-schedule — [20, 782, 468, 894]
luna-sto: ΣΤΟ — [1360, 1694, 1388, 1710]
temperature-row — [488, 1131, 700, 1147]
poster-cast: LEE PATTERSON - EDDIE BYRNE BETTY McDOWALL — [40, 2111, 233, 2140]
riviera-today: ΑΠΟ ΣΗΜΕΡΟΝ — [538, 2011, 650, 2028]
schedule-time: 20.00 — [250, 611, 282, 627]
temperature-row — [488, 1003, 700, 1019]
schedule-row — [20, 596, 241, 612]
luna-universal: Ἡ UNIVERSAL PICTURES παρουσιάζει τὸ — [1238, 1870, 1510, 1887]
cinema-entry: THE FUGITIVE KIND (Μάρλον Μπράντο, Άννα Μανιάνι) — [20, 402, 209, 436]
temperature-value: 32 — [644, 1114, 659, 1130]
schedule-row — [20, 798, 241, 830]
radio-cairo-left — [20, 548, 241, 724]
riviera-ad — [488, 1929, 700, 2258]
temperature-row — [488, 1147, 700, 1163]
schedule-item: Τζιάρτζια Τζάμπς — [60, 627, 159, 643]
schedule-item: Τεχνικὰ μαθήματα διὰ τοὺς μαθητὰς — [60, 798, 215, 830]
schedule-time: 14.15 — [23, 611, 55, 627]
city-name — [488, 987, 613, 1003]
riviera-desc-2: Ἰνδικὴ ταινία πλήρης — [534, 2242, 654, 2258]
cinema-entry: ΡΙΒΙΕΡΑ — Τηλ. 77019 — [249, 402, 390, 418]
info-heading: ΑΙ ΠΛΗΡΟΦΟΡΙΑΙ ΜΑΣ ΔΙΑ ΤΑ — [87, 58, 401, 80]
aiglon-text: Μὲ μεγάλη ἐπιτυχία ἔγιναν τὸ παρελθὸν Σάββατον τὰ ἐγκαίνια τῆς χε μείας περιβόλου τοῦ νέου ξενοδοχείου «AIGLON». Κόσμος πολὺς ὅπως πάντοτε καὶ νοίμερα ἀσκητὰ. Τὸ Τρίο Ρονάν, τρεῖς ἐκλεκτοὶ τραγουδισταὶ καὶ κιθαρίσται κατενθουσιάσαν ἀπὸ τὸ ἐνθουσιασμὸ κοινὸ ποὺ κυριολεκτικῶς δὲν τοὺς ἄφηνε νὰ ἀφήσουν τὴν πίστα. Πολὺ καλὴ ἐπίσης ἡ ὀρχήστρα τοῦ Μάλλου. Μὲ τὴν πρεμιέρα τοῦ «AIGLON» ἡ κοσμικὴ ζωὴ τῆς Ἀλεξάνδρειας ἔγινε ἀκόμη πιὸ ζωντανή. — [488, 496, 700, 791]
city-name: Μίνια — [491, 1082, 525, 1098]
novel-title: «ΤΙ ΠΑΡΑΞΕΝΟΣ ΓΑΜΟΣ !...» — [88, 939, 400, 1019]
schedule-time: 15.00 — [23, 643, 55, 659]
schedule-row — [247, 878, 468, 894]
schedule-time: 20.45 — [250, 643, 282, 659]
schedule-row — [247, 660, 468, 692]
cinema-entry: ΡΙΑΛΤΟ — Τηλ. 24694 — [20, 385, 159, 401]
temperature-value: 21 — [683, 1082, 697, 1098]
provinces-text-a: — Ὁ Δρ Φαρὶν Γκένεντιν, πρόεδρος ὑπουργὸς τῶν Ἐξωτερικῶν καὶ ὁ Δρ Ὑπουργὸς Σάμπρι, μετέβη χθὲς εἰς τὴν Ναΐα Βόνην, ἀναμένονται σήμερον εἰς Κάϊρον ἐρχόμενοι ἐκ Δαμασκοῦ. — Ὁ κ. Καμαλεντὶν Ριφάατ, ὑπουργὸς τοῦ Κράτους, ἐπισκέφθη χθὲς τὴν πρεσβείαν. — Ὁ κ. Ἀβδέλ Χαμὶδ Ἐλ Σεραὸς Πρόεδρος τοῦ Ἐκτελεστικοῦ Συμβουλίου τῆς Β. Ἐπαρχίας, μετέβη χθὲς εἰς τὴν τελετὴν τοῦ θεμελίου λίθου. — Ὁ Δρ Ἀχμὲτ Ἐλ Μαχρούκι, πρόεδρος τῆς Γεωργικῆς Ὑπηρεσίας ἐπεσκέφθη χθὲς τὰ ἐκπαιδευτικὰ ἱδρύματα. — Ὁ κ. Σάγιεν Μαρεΐ, κεντρικὸς ὑπουργὸς τῆς Γεωργίας, ἐδέχθη χθὲς τὸν διευθυντήν. — [716, 822, 929, 1217]
sport-body — [1168, 841, 1580, 1481]
temperature-value: 31 — [644, 1066, 659, 1082]
cinema-entry: (2 έργα) GIDGET (Σάντρα Ντή) καί ΣΤΟ ΧΕΙΛΟΣ ΤΗΣ ΑΠΩΛΕΙΑΣ (Κέρκ Ντάγκλας) — [20, 262, 225, 313]
poster-city: ALEXANDRIE — [97, 1710, 176, 1725]
cinema-entry: JACK THE RIPPER (Λη Πάτερσον) — [20, 455, 228, 471]
schedule-row — [247, 564, 468, 580]
schedule-row — [20, 708, 241, 724]
temperature-row — [488, 1067, 700, 1083]
riviera-film-1: Ο ΓΙΓΑΣ — [526, 2063, 662, 2105]
schedule-item: Μελωδίαι τραγούδια — [287, 830, 405, 846]
novel-body — [20, 1021, 468, 2258]
lira-heading: Η ΤΙΜΗ ΤΗΣ ΛΙΡΑΣ — [524, 1781, 664, 1799]
radio-athens-heading: ΡΑΔΙΟΣΤΑΘΜΟΣ ΑΘΗΝΩΝ — [115, 742, 373, 765]
cinema-entry: WHO WAS THAT WOMAN (Τόνυ Κέρτις, Ντήν Μάρτιν, Τζάνετ Λη) Β' έβδομάς — [249, 262, 456, 313]
schedule-time: 16.30 — [250, 547, 282, 563]
schedule-time: 24.00 — [250, 862, 282, 878]
schedule-row — [20, 846, 241, 878]
weather-title: Καιρός — [539, 818, 681, 859]
schedule-time: 22.15 — [250, 814, 282, 830]
poster-tagline: Une Histoire Réellement Vécue! — [42, 1743, 231, 1786]
cinema-entry: ΜΕΤΡΟ — Τηλ. 22850 — [20, 192, 158, 208]
schedule-row — [20, 564, 241, 596]
radio-cairo-heading: ΡΑΔΙΟΣΤΑΘΜΟΣ ΚΑΪΡΟΥ — [121, 508, 367, 531]
temperature-row — [488, 1051, 700, 1067]
